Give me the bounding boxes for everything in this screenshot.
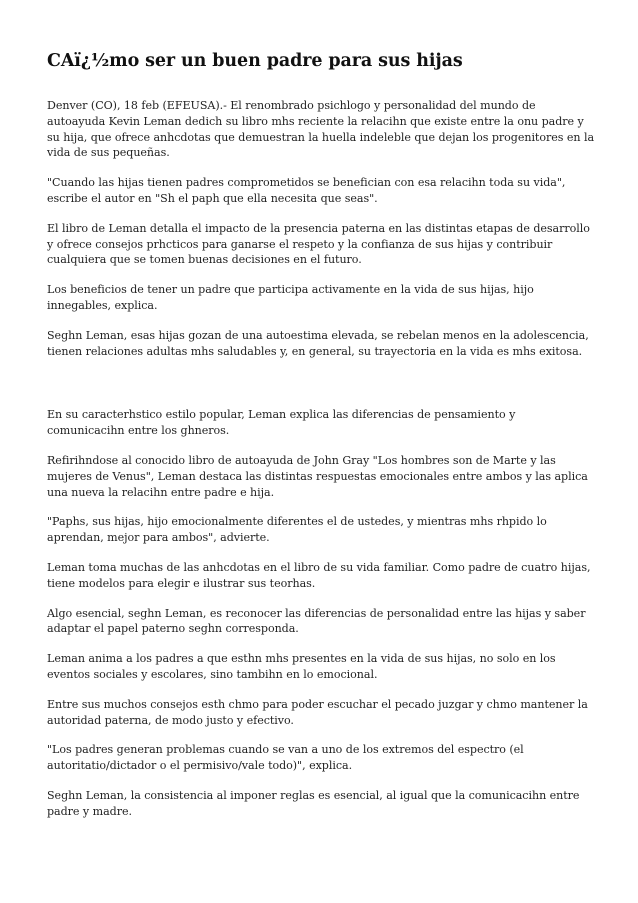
paragraph: Seghn Leman, la consistencia al imponer reglas es esencial, al igual que la comunicacihn entre padre y madre.: [47, 788, 580, 818]
paragraph: "Paphs, sus hijas, hijo emocionalmente diferentes el de ustedes, y mientras mhs rhpido lo aprendan, mejor para ambos", advierte.: [47, 515, 547, 545]
article-body: [47, 98, 595, 820]
paragraph: Denver (CO), 18 feb (EFEUSA).- El renombrado psichlogo y personalidad del mundo de autoayuda Kevin Leman dedich su libro mhs reciente la relacihn que existe entre la onu padre y su hija, que ofrece anhcdotas que demuestran la huella indeleble que dejan los progenitores en la vida de sus pequeñas.: [47, 99, 595, 160]
document-page: [47, 0, 595, 834]
paragraph: Entre sus muchos consejos esth chmo para poder escuchar el pecado juzgar y chmo mantener la autoridad paterna, de modo justo y efectivo.: [47, 697, 588, 727]
page-title: CAï¿½mo ser un buen padre para sus hijas: [47, 51, 463, 71]
paragraph: "Los padres generan problemas cuando se van a uno de los extremos del espectro (el autoritatio/dictador o el permisivo/vale todo)", explica.: [47, 743, 524, 773]
paragraph: Leman anima a los padres a que esthn mhs presentes en la vida de sus hijas, no solo en los eventos sociales y escolares, sino tambihn en lo emocional.: [47, 652, 556, 681]
paragraph: Seghn Leman, esas hijas gozan de una autoestima elevada, se rebelan menos en la adolescencia, tienen relaciones adultas mhs saludables y, en general, su trayectoria en la vida es mhs exitosa.: [47, 328, 589, 358]
paragraph: Refirihndose al conocido libro de autoayuda de John Gray "Los hombres son de Marte y las mujeres de Venus", Leman destaca las distintas respuestas emocionales entre ambos y las aplica una nueva la relacihn entre padre e hija.: [47, 453, 588, 499]
paragraph: Algo esencial, seghn Leman, es reconocer las diferencias de personalidad entre las hijas y saber adaptar el papel paterno seghn corresponda.: [47, 606, 586, 636]
paragraph: En su caracterhstico estilo popular, Leman explica las diferencias de pensamiento y comunicacihn entre los ghneros.: [47, 408, 516, 438]
paragraph: El libro de Leman detalla el impacto de la presencia paterna en las distintas etapas de desarrollo y ofrece consejos prhcticos para ganarse el respeto y la confianza de sus hijas y contribuir cualquiera que se tomen buenas decisiones en el futuro.: [47, 221, 590, 267]
paragraph: "Cuando las hijas tienen padres comprometidos se benefician con esa relacihn toda su vida", escribe el autor en "Sh el paph que ella necesita que seas".: [47, 176, 566, 205]
section-gap: [47, 373, 595, 407]
paragraph: Los beneficios de tener un padre que participa activamente en la vida de sus hijas, hijo innegables, explica.: [47, 283, 534, 312]
paragraph: Leman toma muchas de las anhcdotas en el libro de su vida familiar. Como padre de cuatro hijas, tiene modelos para elegir e ilustrar sus teorhas.: [47, 560, 591, 590]
